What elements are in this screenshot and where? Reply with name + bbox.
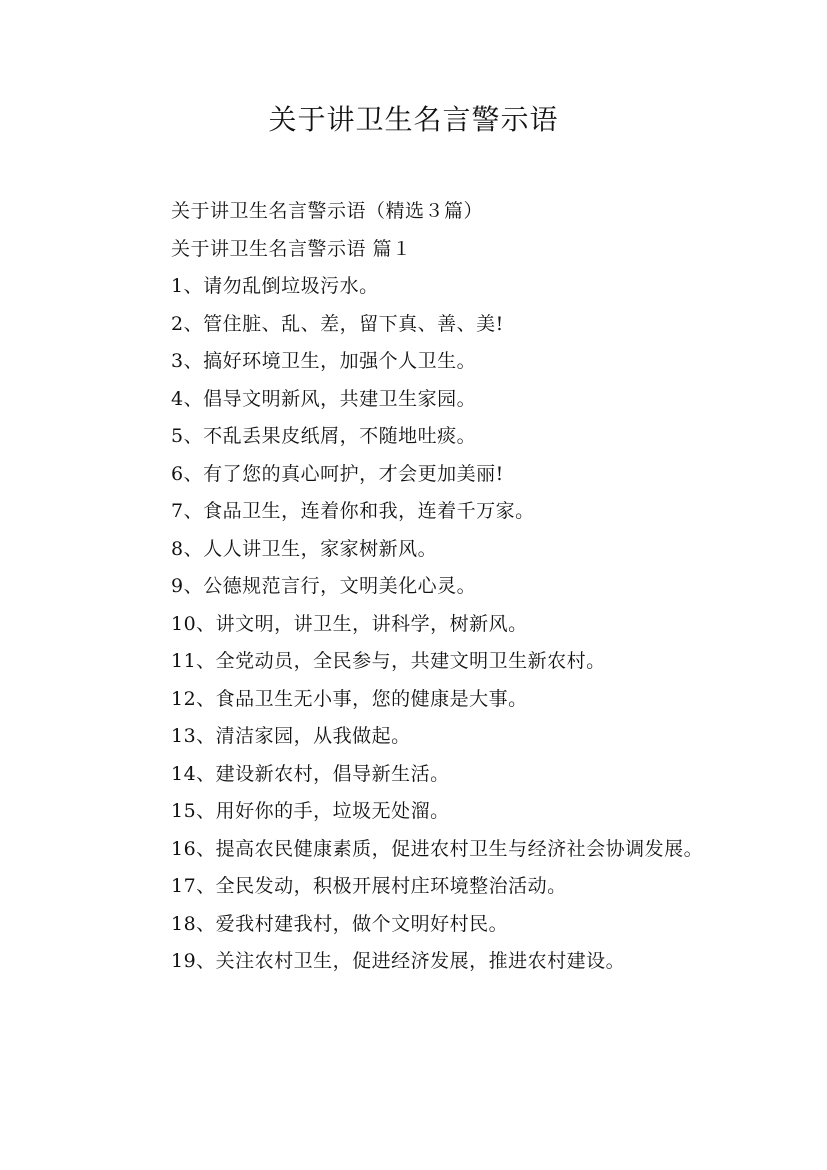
list-item: 14、建设新农村，倡导新生活。 — [171, 762, 450, 785]
document-body — [127, 193, 707, 981]
list-item: 6、有了您的真心呵护，才会更加美丽! — [171, 462, 504, 485]
list-item: 19、关注农村卫生，促进经济发展，推进农村建设。 — [171, 950, 626, 972]
list-item: 15、用好你的手，垃圾无处溜。 — [171, 800, 450, 822]
list-item: 3、搞好环境卫生，加强个人卫生。 — [171, 350, 477, 372]
list-item: 8、人人讲卫生，家家树新风。 — [171, 537, 438, 560]
list-item: 17、全民发动，积极开展村庄环境整治活动。 — [171, 875, 567, 897]
paragraph-subtitle: 关于讲卫生名言警示语（精选３篇） — [171, 200, 484, 222]
list-item: 10、讲文明，讲卫生，讲科学，树新风。 — [171, 612, 528, 635]
list-item: 4、倡导文明新风，共建卫生家园。 — [171, 387, 477, 410]
document-title: 关于讲卫生名言警示语 — [268, 103, 559, 136]
list-item: 18、爱我村建我村，做个文明好村民。 — [171, 912, 509, 935]
list-item: 2、管住脏、乱、差，留下真、善、美! — [171, 312, 504, 335]
list-item: 9、公德规范言行，文明美化心灵。 — [171, 575, 477, 597]
list-item: 16、提高农民健康素质，促进农村卫生与经济社会协调发展。 — [171, 837, 704, 860]
paragraph-section-heading: 关于讲卫生名言警示语 篇１ — [171, 237, 412, 260]
list-item: 13、清洁家园，从我做起。 — [171, 725, 411, 747]
list-item: 7、食品卫生，连着你和我，连着千万家。 — [171, 500, 535, 522]
list-item: 11、全党动员，全民参与，共建文明卫生新农村。 — [171, 650, 606, 672]
list-item: 1、请勿乱倒垃圾污水。 — [171, 275, 379, 297]
list-item: 5、不乱丢果皮纸屑，不随地吐痰。 — [171, 425, 477, 447]
list-item: 12、食品卫生无小事，您的健康是大事。 — [171, 687, 528, 710]
